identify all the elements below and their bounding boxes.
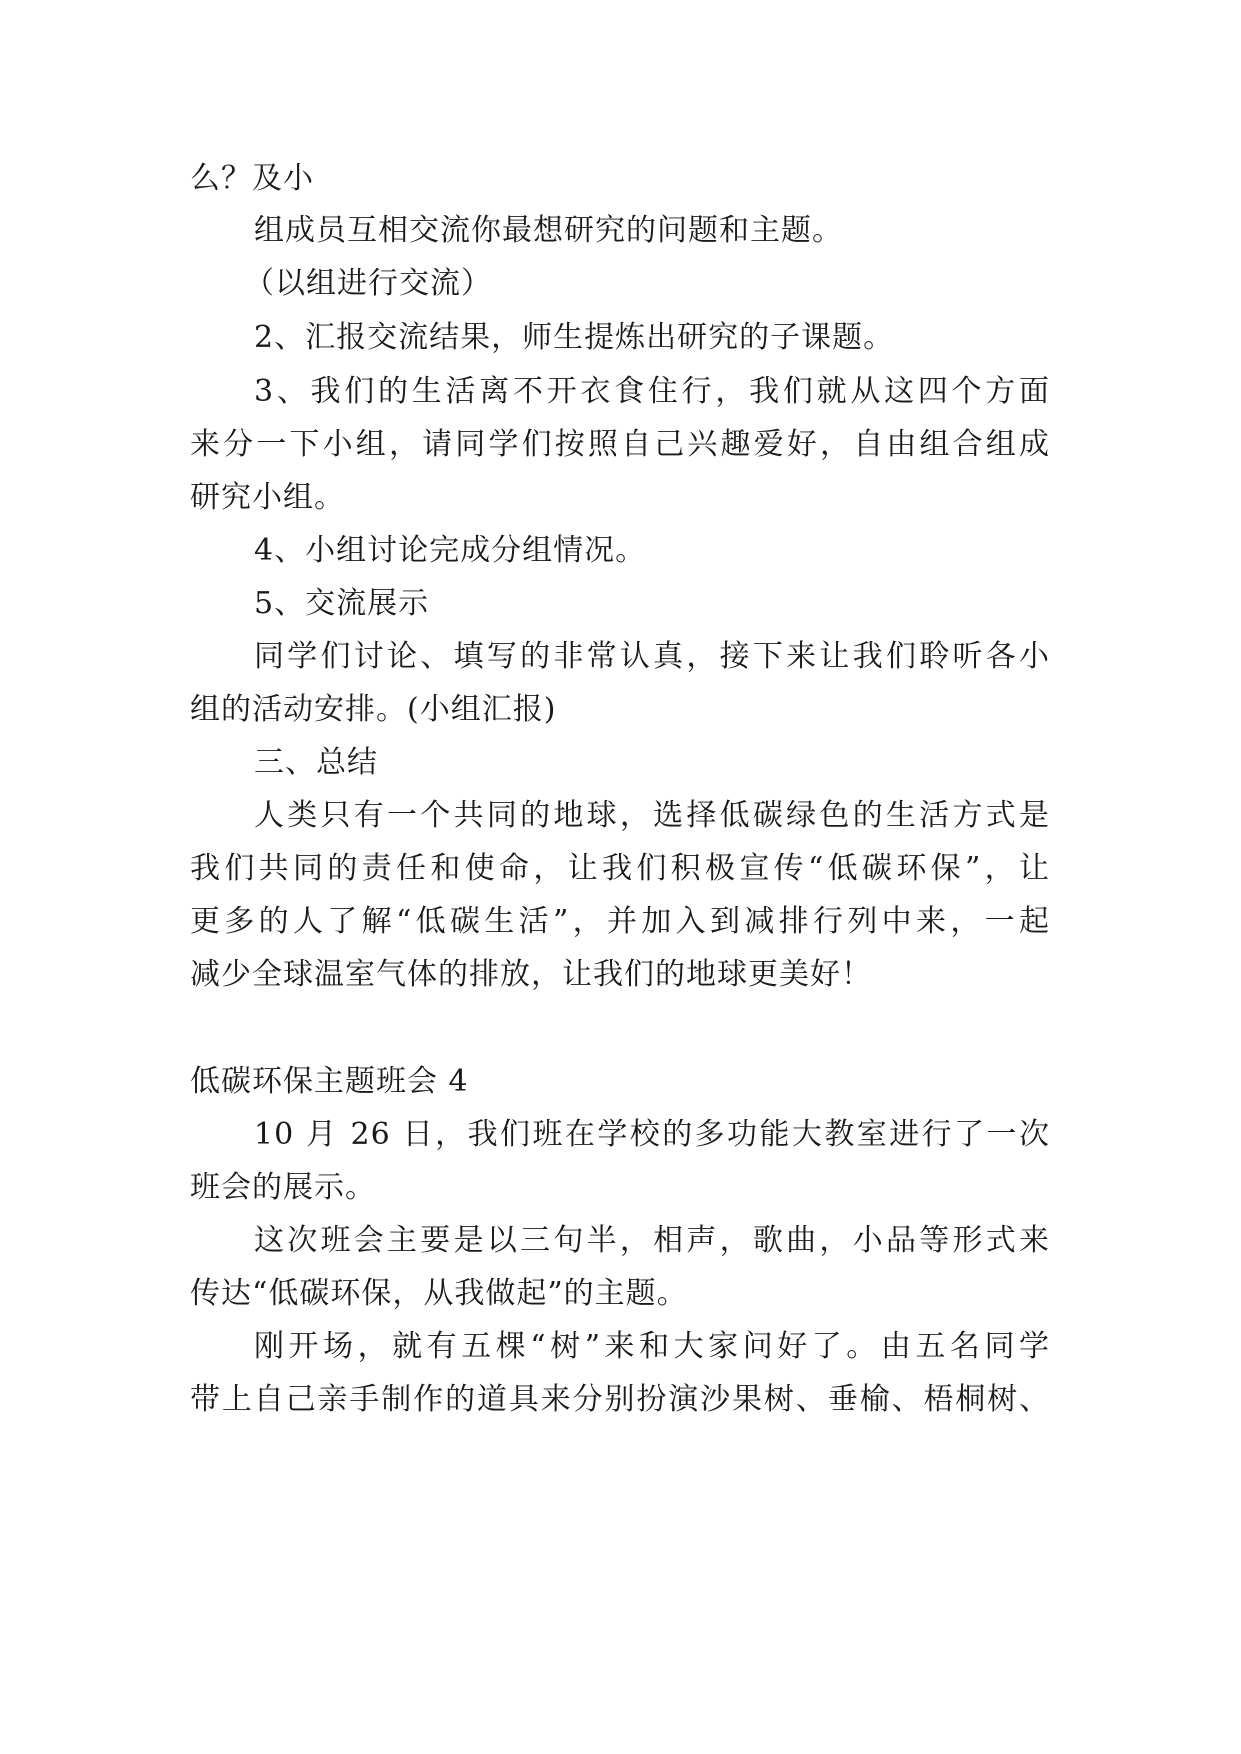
- text-line: 研究小组。: [190, 480, 345, 515]
- text-line: 三、总结: [254, 745, 378, 780]
- text-line: 10 月 26 日，我们班在学校的多功能大教室进行了一次: [254, 1117, 1050, 1152]
- text-line: 这次班会主要是以三句半，相声，歌曲，小品等形式来: [254, 1223, 1050, 1258]
- text-line: 班会的展示。: [190, 1170, 376, 1205]
- text-line: 我们共同的责任和使命，让我们积极宣传“低碳环保”，让: [190, 851, 1050, 886]
- text-line: 传达“低碳环保，从我做起”的主题。: [190, 1276, 688, 1311]
- text-line: 2、汇报交流结果，师生提炼出研究的子课题。: [254, 320, 895, 355]
- text-line: 来分一下小组，请同学们按照自己兴趣爱好，自由组合组成: [190, 427, 1050, 462]
- text-line: 3、我们的生活离不开衣食住行，我们就从这四个方面: [254, 374, 1050, 409]
- text-line: 更多的人了解“低碳生活”，并加入到减排行列中来，一起: [190, 904, 1050, 939]
- text-line: 组的活动安排。(小组汇报): [190, 692, 557, 727]
- text-line: 减少全球温室气体的排放，让我们的地球更美好！: [190, 957, 872, 992]
- text-line: 同学们讨论、填写的非常认真，接下来让我们聆听各小: [254, 639, 1050, 674]
- text-line: （以组进行交流）: [244, 266, 492, 301]
- text-line: 刚开场，就有五棵“树”来和大家问好了。由五名同学: [254, 1329, 1050, 1364]
- section-title: 低碳环保主题班会 4: [190, 1064, 469, 1099]
- text-line: 组成员互相交流你最想研究的问题和主题。: [254, 213, 843, 248]
- text-line: 么？及小: [190, 161, 314, 196]
- text-line: 人类只有一个共同的地球，选择低碳绿色的生活方式是: [254, 798, 1050, 833]
- text-line: 5、交流展示: [254, 586, 430, 621]
- text-line: 4、小组讨论完成分组情况。: [254, 533, 647, 568]
- text-line: 带上自己亲手制作的道具来分别扮演沙果树、垂榆、梧桐树、: [190, 1382, 1050, 1417]
